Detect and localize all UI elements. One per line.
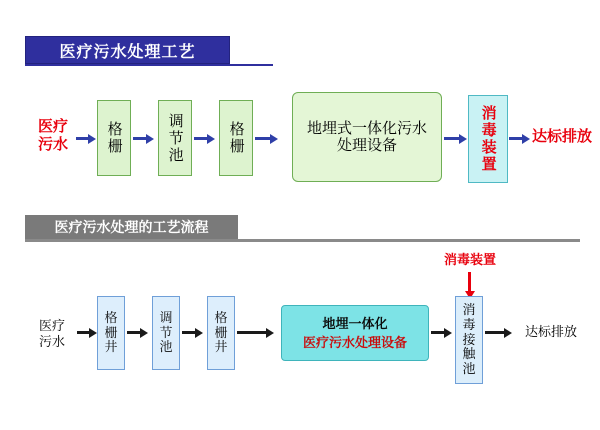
top-section-title: 医疗污水处理工艺 — [25, 36, 230, 64]
bottom-input-label: 医疗 污水 — [38, 318, 65, 350]
bottom-box-regulating-tank[interactable]: 调 节 池 — [152, 296, 180, 370]
top-box-grate-2[interactable]: 格栅 — [219, 100, 253, 176]
bottom-box-disinfection-contact-tank[interactable]: 消 毒 接 触 池 — [455, 296, 483, 384]
top-box-disinfection-device[interactable]: 消毒装置 — [468, 95, 508, 183]
bottom-box-grate-well-2[interactable]: 格 栅 井 — [207, 296, 235, 370]
top-box-grate-1[interactable]: 格栅 — [97, 100, 131, 176]
top-box-buried-integrated-equipment[interactable]: 地埋式一体化污水处理设备 — [292, 92, 442, 182]
top-input-label: 医疗 污水 — [37, 118, 68, 153]
top-box-regulating-tank[interactable]: 调节池 — [158, 100, 192, 176]
top-output-label: 达标排放 — [531, 128, 592, 145]
bottom-box-grate-well-1[interactable]: 格 栅 井 — [97, 296, 125, 370]
bottom-output-label: 达标排放 — [524, 324, 577, 339]
bottom-section-title: 医疗污水处理的工艺流程 — [25, 215, 238, 239]
bottom-disinfection-caller-label: 消毒装置 — [443, 252, 496, 267]
top-title-underline — [25, 64, 273, 66]
bottom-title-underline — [25, 239, 580, 242]
bottom-box-buried-integrated-equipment[interactable]: 地埋一体化 医疗污水处理设备 — [281, 305, 429, 361]
